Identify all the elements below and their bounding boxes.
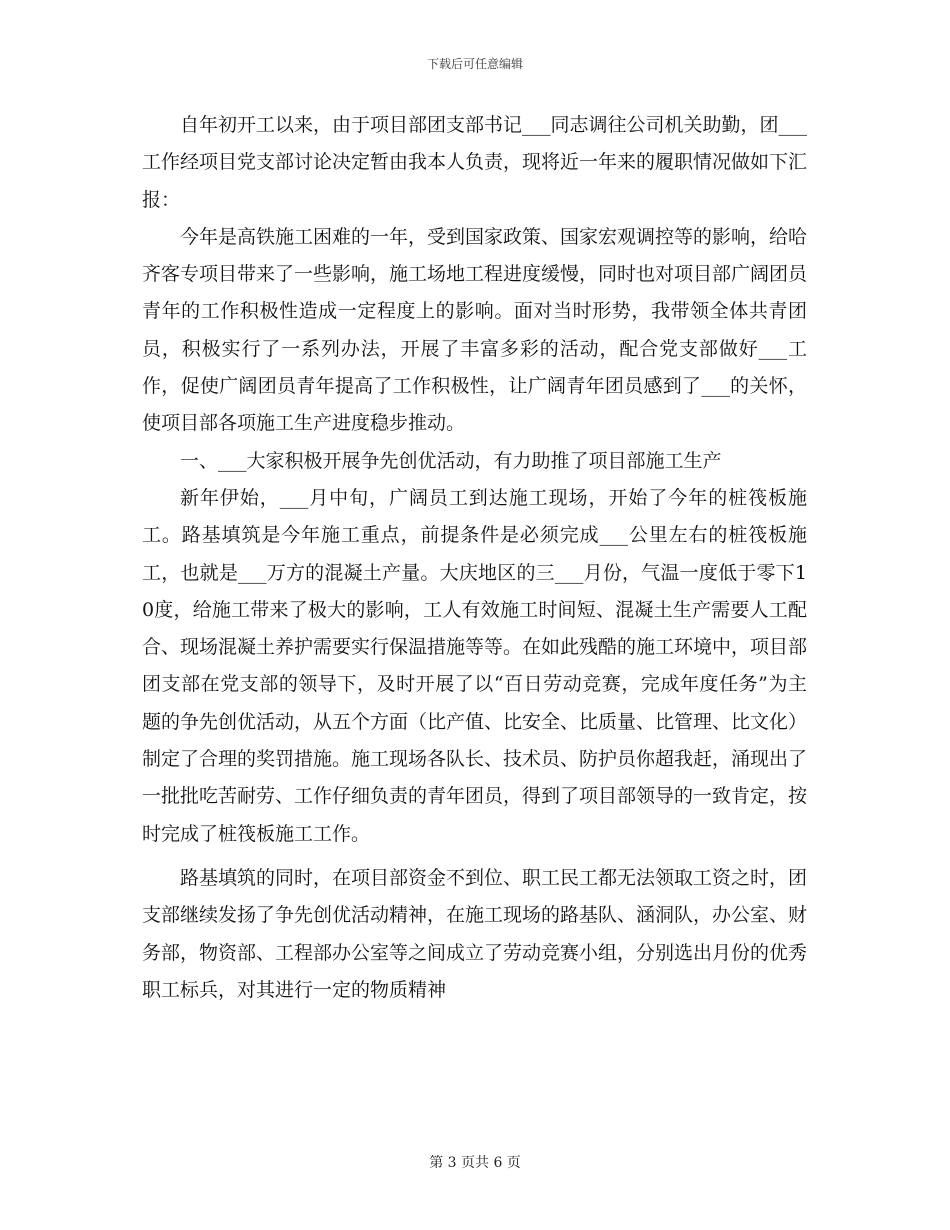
section-heading-1: 一、___大家积极开展争先创优活动，有力助推了项目部施工生产 <box>180 449 722 472</box>
paragraph-pile-raft: 新年伊始，___月中旬，广阔员工到达施工现场，开始了今年的桩筏板施工。路基填筑是今年施工重点，前提条件是必须完成___公里左右的桩筏板施工，也就是___万方的混凝土产量。大庆地区的三___月份，气温一度低于零下10度，给施工带来了极大的影响，工人有效施工时间短、混凝土生产需要人工配合、现场混凝土养护需要实行保温措施等等。在如此残酷的施工环境中，项目部团支部在党支部的领导下，及时开展了以“百日劳动竞赛，完成年度任务”为主题的争先创优活动，从五个方面（比产值、比安全、比质量、比管理、比文化）制定了合理的奖罚措施。施工现场各队长、技术员、防护员你超我赶，涌现出了一批批吃苦耐劳、工作仔细负责的青年团员，得到了项目部领导的一致肯定，按时完成了桩筏板施工工作。 <box>142 486 808 845</box>
paragraph-situation: 今年是高铁施工困难的一年，受到国家政策、国家宏观调控等的影响，给哈齐客专项目带来了一些影响，施工场地工程进度缓慢，同时也对项目部广阔团员青年的工作积极性造成一定程度上的影响。面对当时形势，我带领全体共青团员，积极实行了一系列办法，开展了丰富多彩的活动，配合党支部做好___工作，促使广阔团员青年提高了工作积极性，让广阔青年团员感到了___的关怀，使项目部各项施工生产进度稳步推动。 <box>142 225 808 435</box>
paragraph-roadbed: 路基填筑的同时，在项目部资金不到位、职工民工都无法领取工资之时，团支部继续发扬了争先创优活动精神，在施工现场的路基队、涵洞队，办公室、财务部，物资部、工程部办公室等之间成立了劳动竞赛小组，分别选出月份的优秀职工标兵，对其进行一定的物质精神 <box>142 866 808 1001</box>
paragraph-intro: 自年初开工以来，由于项目部团支部书记___同志调往公司机关助勤，团___工作经项目党支部讨论决定暂由我本人负责，现将近一年来的履职情况做如下汇报： <box>142 114 808 211</box>
page-header: 下载后可任意编辑 <box>426 57 523 71</box>
document-body <box>142 107 807 1009</box>
page-number: 第 3 页共 6 页 <box>429 1155 521 1171</box>
